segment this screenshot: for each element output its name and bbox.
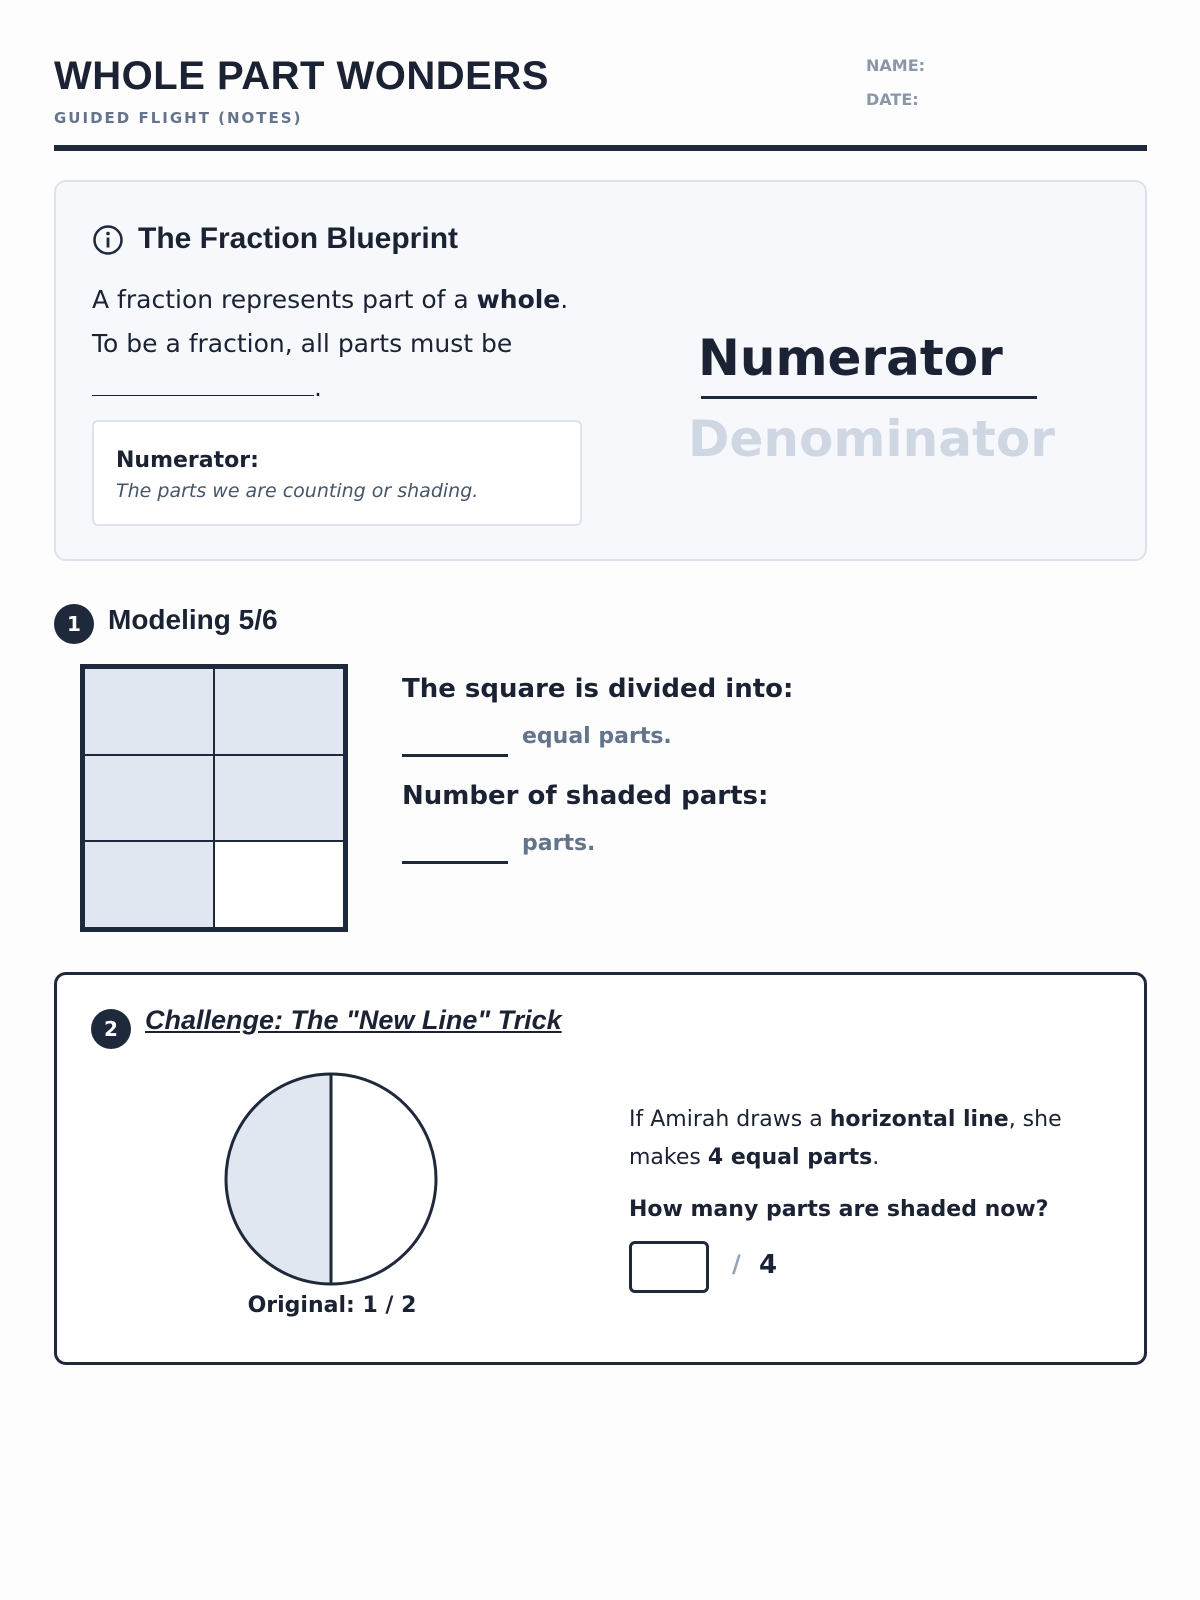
- blueprint-heading: The Fraction Blueprint: [138, 222, 459, 255]
- section-2-badge: 2: [91, 1009, 131, 1049]
- fraction-numerator-label: Numerator: [698, 329, 1003, 387]
- shaded-parts-label: Number of shaded parts:: [402, 781, 769, 811]
- shaded-count-answer-box[interactable]: [629, 1241, 709, 1293]
- shaded-grid-cell: [214, 755, 344, 842]
- shaded-half: [226, 1074, 331, 1284]
- shaded-grid-cell: [84, 841, 214, 928]
- blueprint-line2: To be a fraction, all parts must be: [92, 329, 513, 358]
- fraction-bar: [701, 396, 1037, 399]
- fraction-square-model: [80, 664, 348, 932]
- fraction-denominator-label: Denominator: [688, 410, 1055, 468]
- challenge-panel: [54, 972, 1147, 1365]
- shaded-parts-suffix: parts.: [522, 831, 596, 856]
- blueprint-line1-pre: A fraction represents part of a: [92, 285, 477, 314]
- unshaded-grid-cell: [214, 841, 344, 928]
- challenge-text: [629, 1101, 1099, 1177]
- divided-into-label: The square is divided into:: [402, 674, 794, 704]
- section-1-badge: 1: [54, 604, 94, 644]
- definition-term: Numerator:: [116, 448, 259, 473]
- shaded-grid-cell: [84, 668, 214, 755]
- section-1-title: Modeling 5/6: [108, 604, 278, 635]
- challenge-bold-1: horizontal line: [829, 1107, 1009, 1132]
- equal-parts-answer-line[interactable]: [402, 754, 508, 757]
- page-subtitle: GUIDED FLIGHT (NOTES): [54, 109, 303, 127]
- blueprint-blank-period: .: [314, 373, 322, 402]
- date-field-label: DATE:: [866, 90, 919, 109]
- challenge-question: How many parts are shaded now?: [629, 1197, 1049, 1222]
- header-divider: [54, 145, 1147, 151]
- challenge-text-pre: If Amirah draws a: [629, 1107, 830, 1132]
- blueprint-text: [92, 278, 612, 410]
- name-field-label: NAME:: [866, 56, 926, 75]
- equal-parts-suffix: equal parts.: [522, 724, 672, 749]
- info-icon: [92, 224, 124, 256]
- half-circle-model: [223, 1071, 439, 1287]
- numerator-definition-box: [92, 420, 582, 526]
- challenge-title: Challenge: The "New Line" Trick: [145, 1005, 562, 1035]
- blueprint-line1-post: .: [560, 285, 569, 314]
- shaded-grid-cell: [214, 668, 344, 755]
- challenge-denominator: 4: [759, 1250, 778, 1280]
- shaded-grid-cell: [84, 755, 214, 842]
- challenge-text-mid: , she makes: [629, 1107, 1062, 1170]
- definition-description: The parts we are counting or shading.: [116, 480, 479, 502]
- blueprint-answer-blank[interactable]: [92, 370, 314, 396]
- blueprint-line1-bold: whole: [476, 285, 561, 314]
- page-title: WHOLE PART WONDERS: [54, 54, 549, 98]
- fraction-blueprint-panel: [54, 180, 1147, 561]
- fraction-slash: /: [732, 1250, 741, 1278]
- challenge-bold-2: 4 equal parts: [707, 1145, 873, 1170]
- challenge-text-post: .: [872, 1145, 880, 1170]
- circle-caption: Original: 1 / 2: [247, 1293, 417, 1318]
- shaded-parts-answer-line[interactable]: [402, 861, 508, 864]
